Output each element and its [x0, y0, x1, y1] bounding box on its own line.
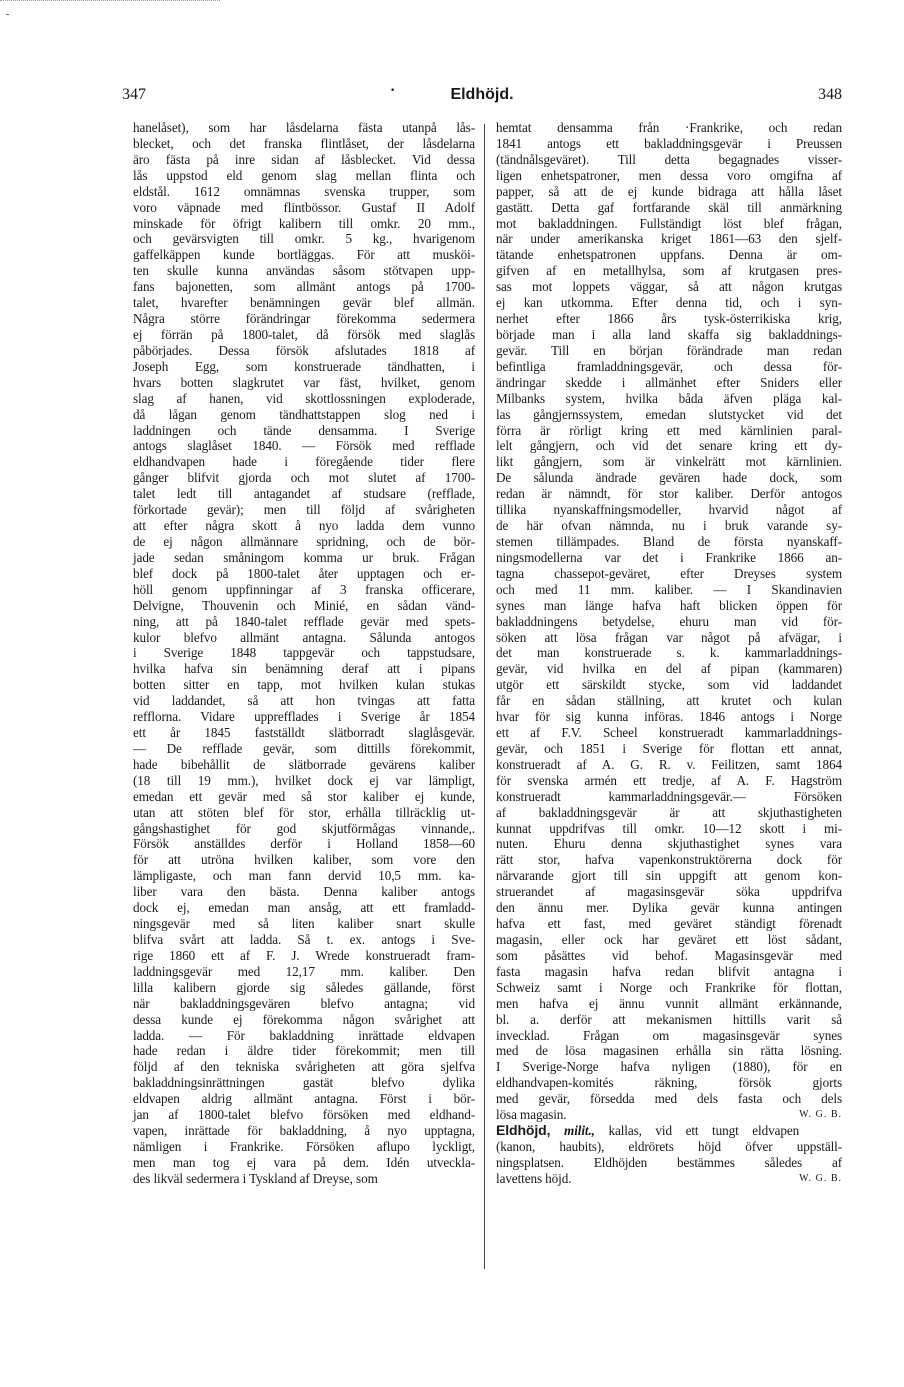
text-line: lilla kalibern gjorde sig således gällande, först — [133, 979, 475, 995]
author-signature: W. G. B. — [799, 1109, 842, 1121]
text-line: minskade för öfrigt kalibern till omkr. 20 mm., — [133, 215, 475, 231]
page-title: Eldhöjd. — [450, 86, 514, 103]
page-number-right: 348 — [818, 86, 842, 103]
text-line: De sålunda ändrade gevären hade dock, som — [496, 470, 842, 486]
text-line: gånger blifvit gjorda och mot slutet af 1700- — [133, 470, 475, 486]
text-line: refflorna. Vidare upprefflades i Sverige år 1854 — [133, 709, 475, 725]
text-line: blecket, och det franska flintlåset, der låsdelarna — [133, 135, 475, 151]
text-line: höll genom uppfinningar af 3 franska officerare, — [133, 581, 475, 597]
text-line: hvars botten slagkrutet var fäst, hvilket, genom — [133, 374, 475, 390]
text-line: men hafva ej ännu vunnit allmänt erkännande, — [496, 995, 842, 1011]
text-line: med de lösa magasinen erhålla sin rätta lösning. — [496, 1043, 842, 1059]
corner-tick-mark — [6, 14, 9, 15]
text-line: med gevär, försedda med dels fasta och dels — [496, 1091, 842, 1107]
text-line: konstrueradt af A. G. R. v. Feilitzen, samt 1864 — [496, 756, 842, 772]
text-line: när bakladdningsgevären blefvo antagna; vid — [133, 995, 475, 1011]
text-line: jade sedan småningom komma ur bruk. Frågan — [133, 549, 475, 565]
text-line: 1841 antogs ett bakladdningsgevär i Preussen — [496, 135, 842, 151]
entry-abbreviation: milit., — [564, 1123, 595, 1139]
text-line: gevär. Till en början förändrade man redan — [496, 342, 842, 358]
left-column — [133, 120, 475, 1187]
text-line: redan är nämndt, för stor kaliber. Derför antogos — [496, 486, 842, 502]
text-line: ningsgevär med så liten kaliber snart skulle — [133, 916, 475, 932]
text-line: gastätt. Detta gaf fortfarande skäl till anmärkning — [496, 199, 842, 215]
text-line: eldhandvapen hade i föregående tider flere — [133, 454, 475, 470]
text-line: det man konstruerade s. k. kammarladdnings- — [496, 645, 842, 661]
text-line: tätande enhetspatronen uppfans. Denna är om- — [496, 247, 842, 263]
column-divider — [484, 124, 485, 1269]
text-line: utgör ett särskildt stycke, som vid laddandet — [496, 677, 842, 693]
text-line — [496, 1171, 842, 1187]
text-line: då lågan genom tändhattstappen slog ned i — [133, 406, 475, 422]
text-line: (18 till 19 mm.), hvilket dock ej var lämpligt, — [133, 772, 475, 788]
text-line: ningsplatsen. Eldhöjden bestämmes således af — [496, 1154, 842, 1170]
text-line: kunnat uppdrifvas till omkr. 10—12 skott i mi- — [496, 820, 842, 836]
text-line: af bakladdningsgevär är att skjuthastigheten — [496, 804, 842, 820]
text-line: ett år 1845 fastställdt slätborradt slaglåsgevär. — [133, 725, 475, 741]
text-line: ligen enhetspatroner, men dessa voro omgifna af — [496, 167, 842, 183]
text-line: voro väpnade med flintbössor. Gustaf II Adolf — [133, 199, 475, 215]
text-line: att efter några skott å nyo ladda dem vunno — [133, 518, 475, 534]
text-line: ningsmodellerna var det i Frankrike 1866 an- — [496, 549, 842, 565]
text-line: nerhet efter 1866 års tysk-österrikiska krig, — [496, 311, 842, 327]
text-line: Några större förändringar förekomma sedermera — [133, 311, 475, 327]
text-line: eldstål. 1612 omnämnas svenska trupper, som — [133, 183, 475, 199]
text-line: den ännu mer. Dylika gevär kunna antingen — [496, 900, 842, 916]
text-line: dessa kunde ej förekomma någon svårighet att — [133, 1011, 475, 1027]
author-signature: W. G. B. — [799, 1172, 842, 1184]
text-line: rige 1860 ett af F. J. Wrede konstrueradt fram- — [133, 947, 475, 963]
text-line: talet ledt till antagandet af studsare (refflade, — [133, 486, 475, 502]
text-line: började man i alla land skaffa sig bakladdnings- — [496, 326, 842, 342]
text-line: hvar för sig kunna införas. 1846 antogs i Norge — [496, 709, 842, 725]
text-line-content: lösa magasin. — [496, 1107, 567, 1123]
text-line: närvarande gjort till sin uppgift att genom kon- — [496, 868, 842, 884]
text-line: tagna chassepot-geväret, efter Dreyses system — [496, 565, 842, 581]
text-line: Schweiz samt i Norge och Frankrike för flottan, — [496, 979, 842, 995]
text-line: som påsättes vid behof. Magasinsgevär med — [496, 947, 842, 963]
text-line: Försök anställdes derför i Holland 1858—60 — [133, 836, 475, 852]
text-line: de här ofvan nämnda, nu i bruk varande sy- — [496, 518, 842, 534]
text-line: förra är rörligt kring ett med kärnlinien paral- — [496, 422, 842, 438]
text-line: blef dock på 1800-talet åter upptagen och er- — [133, 565, 475, 581]
text-line: invecklad. Frågan om magasinsgevär synes — [496, 1027, 842, 1043]
text-line: utan att stöten blef för stor, erhålla tillräcklig ut- — [133, 804, 475, 820]
text-line: vid laddandet, så att hon tvingas att fatta — [133, 693, 475, 709]
text-line: ej kan utkomma. Efter denna tid, och i syn- — [496, 295, 842, 311]
text-line: bakladdningsinrättningen gastät blefvo dylika — [133, 1075, 475, 1091]
text-line: och gevärsvigten till omkr. 5 kg., hvarigenom — [133, 231, 475, 247]
text-line: vapen, inrättade för bakladdning, å nyo upptagna, — [133, 1123, 475, 1139]
text-line: hafva ett fast, med geväret ständigt förenadt — [496, 916, 842, 932]
text-line: kulor blefvo allmänt antagna. Sålunda antogos — [133, 629, 475, 645]
text-line: lås uppstod eld genom slag mellan flinta och — [133, 167, 475, 183]
text-line: gångshastighet för god skjutförmågas vinnande,. — [133, 820, 475, 836]
text-line: konstrueradt kammarladdningsgevär.— Försöken — [496, 788, 842, 804]
text-line: nuten. Ehuru denna skjuthastighet synes vara — [496, 836, 842, 852]
text-line: men man tog ej vara på dem. Idén utveckla- — [133, 1154, 475, 1170]
text-line: gevär, och 1851 i Sverige för flottan ett annat, — [496, 740, 842, 756]
text-line: sas mot loppets väggar, så att någon krutgas — [496, 279, 842, 295]
text-line: ej förrän på 1800-talet, då försök med slaglås — [133, 326, 475, 342]
text-line: likt gångjern, som är vinkelrätt mot kärnlinien. — [496, 454, 842, 470]
text-line: blifva svårt att ladda. Så t. ex. antogs i Sve- — [133, 932, 475, 948]
text-line: lelt gångjern, och vid det senare kring ett dy- — [496, 438, 842, 454]
text-line: Joseph Egg, som konstruerade tändhatten, i — [133, 358, 475, 374]
text-line: påbörjades. Dessa försök afslutades 1818 af — [133, 342, 475, 358]
text-line: hade bibehållit de slätborrade gevärens kaliber — [133, 756, 475, 772]
text-line: botten sitter en tapp, mot hvilken kulan stukas — [133, 677, 475, 693]
text-line: fans bajonetten, som allmänt antogs på 1700- — [133, 279, 475, 295]
text-line: hanelåset), som har låsdelarna fästa utanpå lås- — [133, 120, 475, 135]
text-line: synes man länge hafva haft blicken öppen för — [496, 597, 842, 613]
text-line: eldvapen aldrig allmänt antagna. Först i bör- — [133, 1091, 475, 1107]
text-line: får en sådan ställning, att krutet och kulan — [496, 693, 842, 709]
header-dot: · — [390, 82, 396, 99]
text-line: för svenska armén ett tredje, af A. F. Hagström — [496, 772, 842, 788]
text-line: gifven af en metallhylsa, som af krutgasen pres- — [496, 263, 842, 279]
text-line: hade redan i äldre tider förekommit; men till — [133, 1043, 475, 1059]
text-line: stemen tillämpades. Bland de första nyanskaff- — [496, 533, 842, 549]
text-line: laddningen och tände densamma. I Sverige — [133, 422, 475, 438]
text-line: när under amerikanska kriget 1861—63 den sjelf- — [496, 231, 842, 247]
text-line: för att utröna hvilken kaliber, som vore den — [133, 852, 475, 868]
text-line: rätt stor, hafva vapenkonstruktörerna dock för — [496, 852, 842, 868]
text-line: nämligen i Frankrike. Försöken aflupo lyckligt, — [133, 1139, 475, 1154]
text-line: (kanon, haubits), eldrörets höjd öfver uppställ- — [496, 1139, 842, 1154]
text-line: ladda. — För bakladdning inrättade eldvapen — [133, 1027, 475, 1043]
text-line: de ej någon allmännare spridning, och de bör- — [133, 533, 475, 549]
text-line: struerandet af magasinsgevär söka uppdrifva — [496, 884, 842, 900]
text-line: ning, att på 1840-talet refflade gevär med spets- — [133, 613, 475, 629]
text-line: slag af hanen, vid skottlossningen exploderade, — [133, 390, 475, 406]
text-line: Delvigne, Thouvenin och Minié, en sådan vänd- — [133, 597, 475, 613]
text-line: I Sverige-Norge hafva nyligen (1880), för en — [496, 1059, 842, 1075]
text-line: liber vara den bästa. Denna kaliber antogs — [133, 884, 475, 900]
text-line: mot bakladdningen. Fullständigt löst blef frågan, — [496, 215, 842, 231]
text-line: Milbanks system, hvilka båda äfven pläga kal- — [496, 390, 842, 406]
entry-first-line — [496, 1123, 842, 1139]
text-line: des likväl sedermera i Tyskland af Dreyse, som — [133, 1170, 378, 1186]
text-line: i Sverige 1848 tappgevär och tappstudsare, — [133, 645, 475, 661]
text-line: gaffelkäppen kunde bortläggas. För att musköi- — [133, 247, 475, 263]
text-line: hemtat densamma från ·Frankrike, och redan — [496, 120, 842, 135]
entry-term: Eldhöjd, — [496, 1122, 551, 1139]
text-line: eldhandvapen-komités räkning, försök gjorts — [496, 1075, 842, 1091]
text-line: följd af den tekniska svårigheten att göra sjelfva — [133, 1059, 475, 1075]
text-line: fasta magasin hafva redan blifvit antagna i — [496, 963, 842, 979]
text-line: ten skulle kunna användas såsom stötvapen upp- — [133, 263, 475, 279]
text-line: (tändnålsgeväret). Till detta begagnades visser- — [496, 151, 842, 167]
right-column — [496, 120, 842, 1187]
text-line: talet, hvarefter benämningen gevär blef allmän. — [133, 295, 475, 311]
text-line: antogs slaglåset 1840. — Försök med refflade — [133, 438, 475, 454]
text-line: emedan ett gevär med så stor kaliber ej kunde, — [133, 788, 475, 804]
text-line-content: lavettens höjd. — [496, 1170, 572, 1186]
text-line: och med 11 mm. kaliber. — I Skandinavien — [496, 581, 842, 597]
text-line: magasin, eller ock har geväret ett löst sådant, — [496, 932, 842, 948]
page-header — [122, 82, 842, 108]
text-line: lämpligaste, och man fann dervid 10,5 mm. ka- — [133, 868, 475, 884]
text-line: bakladdningens betydelse, ehuru man vid för- — [496, 613, 842, 629]
text-line: tillika nyanskaffningsmodeller, hvarvid något af — [496, 502, 842, 518]
entry-text: kallas, vid ett tungt eldvapen — [608, 1123, 800, 1139]
text-line: jan af 1800-talet blefvo försöken med eldhand- — [133, 1107, 475, 1123]
text-line: hvilka hafva sin benämning deraf att i pipans — [133, 661, 475, 677]
text-line: befintliga framladdningsgevär, och dessa för- — [496, 358, 842, 374]
top-edge-mark — [0, 0, 220, 4]
right-column-lines — [496, 120, 842, 1107]
text-line: laddningsgevär med 12,17 mm. kaliber. Den — [133, 963, 475, 979]
page-number-left: 347 — [122, 86, 146, 103]
text-line: bl. a. derför att mekanismen hittills varit så — [496, 1011, 842, 1027]
text-line: — De refflade gevär, som dittills förekommit, — [133, 740, 475, 756]
text-line — [496, 1107, 842, 1123]
text-line: ändringar skedde i allmänhet efter Sniders eller — [496, 374, 842, 390]
text-line: söken att lösa frågan var något på afvägar, i — [496, 629, 842, 645]
text-line: äro fästa på inre sidan af låsblecket. Vid dessa — [133, 151, 475, 167]
text-line: dock ej, emedan man ansåg, att ett framladd- — [133, 900, 475, 916]
text-line: ett af F.V. Scheel konstrueradt kammarladdnings- — [496, 725, 842, 741]
text-line: förkortade gevär); men till följd af svårigheten — [133, 502, 475, 518]
text-line: papper, så att de ej kunde bidraga att hålla låset — [496, 183, 842, 199]
text-line: gevär, vid hvilka en del af pipan (kammaren) — [496, 661, 842, 677]
text-line: las gångjernssystem, emedan slutstycket vid det — [496, 406, 842, 422]
